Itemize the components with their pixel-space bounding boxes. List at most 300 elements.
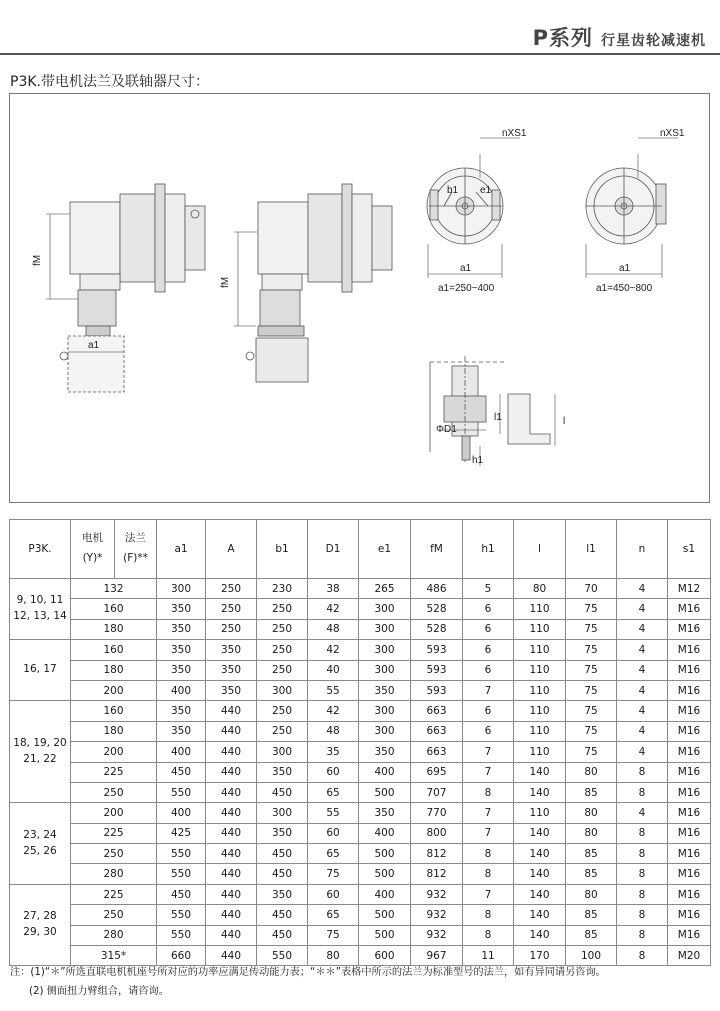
cell-fM: 528: [411, 619, 463, 639]
cell-l1: 75: [566, 721, 617, 741]
cell-fM: 486: [411, 579, 463, 599]
cell-fM: 593: [411, 640, 463, 660]
cell-l1: 75: [566, 640, 617, 660]
footnotes: [10, 963, 606, 1001]
cell-e1: 500: [359, 925, 411, 945]
cell-l1: 85: [566, 925, 617, 945]
cell-b1: 300: [257, 680, 308, 700]
a1-label-small: a1: [460, 263, 472, 274]
cell-D1: 55: [308, 803, 359, 823]
cell-s1: M16: [668, 721, 711, 741]
coupling-detail: [430, 356, 555, 466]
cell-a1: 300: [157, 579, 206, 599]
cell-a1: 400: [157, 742, 206, 762]
cell-D1: 60: [308, 762, 359, 782]
fm-label-1: fM: [32, 254, 43, 266]
l1-label: l1: [494, 412, 502, 423]
cell-A: 440: [206, 884, 257, 904]
cell-e1: 300: [359, 701, 411, 721]
cell-n: 4: [617, 742, 668, 762]
d1-label: ΦD1: [436, 424, 457, 435]
table-row: [10, 925, 711, 945]
cell-h1: 6: [463, 619, 514, 639]
cell-fM: 663: [411, 742, 463, 762]
cell-s1: M16: [668, 884, 711, 904]
cell-a1: 550: [157, 925, 206, 945]
table-row: [10, 701, 711, 721]
cell-fM: 707: [411, 782, 463, 802]
cell-n: 4: [617, 619, 668, 639]
cell-a1: 350: [157, 640, 206, 660]
cell-h1: 7: [463, 823, 514, 843]
cell-fM: 932: [411, 905, 463, 925]
cell-l: 140: [514, 762, 566, 782]
col-l: l: [514, 520, 566, 579]
col-flange-sub: (F)**: [123, 552, 148, 564]
cell-A: 440: [206, 925, 257, 945]
cell-l1: 85: [566, 864, 617, 884]
cell-n: 8: [617, 782, 668, 802]
table-row: [10, 905, 711, 925]
col-b1: b1: [257, 520, 308, 579]
cell-D1: 48: [308, 619, 359, 639]
cell-l1: 75: [566, 680, 617, 700]
cell-fM: 663: [411, 721, 463, 741]
cell-D1: 35: [308, 742, 359, 762]
cell-a1: 350: [157, 619, 206, 639]
cell-l: 140: [514, 925, 566, 945]
cell-motor: 200: [71, 680, 157, 700]
col-D1: D1: [308, 520, 359, 579]
cell-A: 250: [206, 579, 257, 599]
cell-l1: 100: [566, 946, 617, 966]
cell-A: 350: [206, 680, 257, 700]
cell-fM: 812: [411, 864, 463, 884]
cell-l1: 80: [566, 884, 617, 904]
cell-h1: 8: [463, 782, 514, 802]
cell-n: 8: [617, 823, 668, 843]
l-label: l: [563, 416, 566, 427]
cell-s1: M16: [668, 660, 711, 680]
cell-n: 8: [617, 925, 668, 945]
technical-drawing: [9, 93, 710, 503]
cell-a1: 425: [157, 823, 206, 843]
cell-e1: 600: [359, 946, 411, 966]
cell-h1: 7: [463, 742, 514, 762]
cell-a1: 550: [157, 905, 206, 925]
col-h1: h1: [463, 520, 514, 579]
cell-n: 4: [617, 599, 668, 619]
cell-A: 440: [206, 762, 257, 782]
range-small-label: a1=250~400: [438, 283, 495, 294]
cell-b1: 350: [257, 762, 308, 782]
cell-A: 440: [206, 742, 257, 762]
col-motor: [71, 520, 115, 579]
cell-l1: 70: [566, 579, 617, 599]
cell-b1: 250: [257, 619, 308, 639]
nxs1-label-small: nXS1: [502, 128, 527, 139]
cell-e1: 400: [359, 823, 411, 843]
col-flange: [115, 520, 157, 579]
cell-l: 140: [514, 884, 566, 904]
header-title: [533, 22, 706, 52]
nxs1-label-large: nXS1: [660, 128, 685, 139]
cell-A: 250: [206, 619, 257, 639]
cell-a1: 400: [157, 680, 206, 700]
cell-motor: 180: [71, 619, 157, 639]
col-a1: a1: [157, 520, 206, 579]
cell-fM: 967: [411, 946, 463, 966]
cell-e1: 300: [359, 619, 411, 639]
flange-view-large: [586, 138, 678, 278]
cell-motor: 160: [71, 701, 157, 721]
table-row: [10, 721, 711, 741]
cell-motor: 225: [71, 762, 157, 782]
cell-l1: 75: [566, 599, 617, 619]
cell-fM: 695: [411, 762, 463, 782]
group-label: 18, 19, 20 21, 22: [10, 701, 71, 803]
table-body: [10, 579, 711, 966]
cell-D1: 55: [308, 680, 359, 700]
cell-A: 350: [206, 660, 257, 680]
cell-a1: 450: [157, 762, 206, 782]
cell-fM: 770: [411, 803, 463, 823]
cell-b1: 450: [257, 925, 308, 945]
cell-l: 140: [514, 905, 566, 925]
cell-e1: 350: [359, 742, 411, 762]
cell-s1: M16: [668, 864, 711, 884]
cell-h1: 7: [463, 803, 514, 823]
table-row: [10, 660, 711, 680]
cell-e1: 300: [359, 721, 411, 741]
cell-a1: 350: [157, 599, 206, 619]
cell-h1: 6: [463, 721, 514, 741]
series-subtitle: 行星齿轮减速机: [601, 33, 706, 49]
cell-l: 110: [514, 680, 566, 700]
cell-s1: M16: [668, 782, 711, 802]
cell-b1: 350: [257, 823, 308, 843]
cell-motor: 180: [71, 721, 157, 741]
a1-label-large: a1: [619, 263, 631, 274]
cell-A: 440: [206, 782, 257, 802]
cell-motor: 200: [71, 742, 157, 762]
cell-e1: 500: [359, 782, 411, 802]
cell-l: 110: [514, 640, 566, 660]
cell-A: 440: [206, 844, 257, 864]
cell-A: 440: [206, 864, 257, 884]
table-row: [10, 742, 711, 762]
cell-l: 110: [514, 721, 566, 741]
cell-l1: 85: [566, 905, 617, 925]
cell-l: 110: [514, 803, 566, 823]
cell-s1: M16: [668, 619, 711, 639]
cell-a1: 550: [157, 844, 206, 864]
cell-n: 8: [617, 864, 668, 884]
cell-n: 4: [617, 660, 668, 680]
col-motor-sub: (Y)*: [82, 552, 103, 564]
cell-s1: M16: [668, 762, 711, 782]
cell-a1: 550: [157, 782, 206, 802]
header-divider: [0, 53, 720, 55]
cell-motor: 160: [71, 599, 157, 619]
series-title: P系列: [532, 26, 593, 50]
cell-l: 110: [514, 742, 566, 762]
range-large-label: a1=450~800: [596, 283, 653, 294]
table-header-row: [10, 520, 711, 579]
cell-b1: 250: [257, 721, 308, 741]
cell-h1: 7: [463, 680, 514, 700]
cell-a1: 660: [157, 946, 206, 966]
cell-D1: 65: [308, 844, 359, 864]
cell-l: 140: [514, 864, 566, 884]
cell-h1: 6: [463, 640, 514, 660]
cell-h1: 7: [463, 762, 514, 782]
cell-A: 440: [206, 803, 257, 823]
cell-n: 4: [617, 701, 668, 721]
cell-l: 110: [514, 599, 566, 619]
cell-n: 4: [617, 721, 668, 741]
cell-l1: 80: [566, 762, 617, 782]
cell-h1: 6: [463, 599, 514, 619]
col-flange-label: 法兰: [125, 532, 146, 545]
cell-fM: 593: [411, 680, 463, 700]
cell-D1: 42: [308, 640, 359, 660]
col-fM: fM: [411, 520, 463, 579]
a1-label-1: a1: [88, 340, 100, 351]
cell-l: 140: [514, 844, 566, 864]
table-row: [10, 599, 711, 619]
cell-motor: 225: [71, 823, 157, 843]
cell-fM: 812: [411, 844, 463, 864]
cell-fM: 800: [411, 823, 463, 843]
cell-n: 8: [617, 946, 668, 966]
cell-s1: M16: [668, 599, 711, 619]
cell-D1: 65: [308, 905, 359, 925]
cell-l: 110: [514, 701, 566, 721]
cell-b1: 230: [257, 579, 308, 599]
group-label: 27, 28 29, 30: [10, 884, 71, 966]
cell-motor: 200: [71, 803, 157, 823]
cell-n: 8: [617, 905, 668, 925]
cell-h1: 8: [463, 905, 514, 925]
cell-e1: 350: [359, 680, 411, 700]
cell-l: 140: [514, 823, 566, 843]
cell-motor: 225: [71, 884, 157, 904]
drawing-svg: [10, 94, 711, 504]
table-row: [10, 844, 711, 864]
cell-l1: 75: [566, 660, 617, 680]
cell-D1: 40: [308, 660, 359, 680]
cell-e1: 265: [359, 579, 411, 599]
cell-s1: M20: [668, 946, 711, 966]
cell-a1: 350: [157, 721, 206, 741]
cell-s1: M16: [668, 823, 711, 843]
cell-D1: 42: [308, 599, 359, 619]
cell-e1: 350: [359, 803, 411, 823]
col-s1: s1: [668, 520, 711, 579]
cell-D1: 65: [308, 782, 359, 802]
cell-h1: 8: [463, 864, 514, 884]
table-row: [10, 579, 711, 599]
cell-e1: 500: [359, 844, 411, 864]
table-row: [10, 640, 711, 660]
cell-n: 4: [617, 579, 668, 599]
cell-s1: M16: [668, 640, 711, 660]
cell-l: 80: [514, 579, 566, 599]
cell-n: 4: [617, 680, 668, 700]
b1-label-small: b1: [447, 185, 459, 196]
cell-b1: 450: [257, 905, 308, 925]
cell-h1: 8: [463, 925, 514, 945]
table-row: [10, 619, 711, 639]
cell-s1: M16: [668, 844, 711, 864]
cell-D1: 75: [308, 864, 359, 884]
cell-motor: 160: [71, 640, 157, 660]
cell-A: 440: [206, 823, 257, 843]
col-motor-label: 电机: [82, 532, 103, 545]
cell-l: 110: [514, 660, 566, 680]
cell-e1: 500: [359, 864, 411, 884]
table-row: [10, 680, 711, 700]
cell-a1: 350: [157, 701, 206, 721]
cell-b1: 250: [257, 701, 308, 721]
cell-a1: 400: [157, 803, 206, 823]
cell-n: 8: [617, 844, 668, 864]
cell-fM: 663: [411, 701, 463, 721]
cell-n: 4: [617, 640, 668, 660]
cell-b1: 450: [257, 864, 308, 884]
cell-e1: 300: [359, 599, 411, 619]
group-label: 23, 24 25, 26: [10, 803, 71, 885]
cell-a1: 450: [157, 884, 206, 904]
flange-view-small: [427, 138, 520, 278]
footnote-2: (2) 侧面扭力臂组合，请咨询。: [29, 986, 169, 997]
dimension-table: [9, 519, 711, 966]
cell-s1: M16: [668, 925, 711, 945]
cell-D1: 60: [308, 884, 359, 904]
cell-l1: 80: [566, 823, 617, 843]
group-label: 16, 17: [10, 640, 71, 701]
cell-s1: M12: [668, 579, 711, 599]
col-e1: e1: [359, 520, 411, 579]
table-row: [10, 803, 711, 823]
cell-b1: 300: [257, 803, 308, 823]
col-n: n: [617, 520, 668, 579]
cell-n: 8: [617, 884, 668, 904]
cell-A: 250: [206, 599, 257, 619]
col-p3k: P3K.: [10, 520, 71, 579]
table-row: [10, 884, 711, 904]
cell-D1: 48: [308, 721, 359, 741]
cell-fM: 932: [411, 884, 463, 904]
cell-fM: 593: [411, 660, 463, 680]
cell-l: 110: [514, 619, 566, 639]
cell-l1: 75: [566, 742, 617, 762]
cell-s1: M16: [668, 680, 711, 700]
footnote-1: 注：(1)“＊”所选直联电机机座号所对应的功率应满足传动能力表；“＊＊”表格中所示的法兰为标准型号的法兰，如有异同请另咨询。: [10, 967, 606, 978]
cell-b1: 250: [257, 640, 308, 660]
cell-l1: 75: [566, 701, 617, 721]
cell-h1: 7: [463, 884, 514, 904]
table-row: [10, 782, 711, 802]
cell-b1: 450: [257, 844, 308, 864]
cell-D1: 60: [308, 823, 359, 843]
cell-A: 440: [206, 905, 257, 925]
cell-h1: 5: [463, 579, 514, 599]
cell-motor: 280: [71, 864, 157, 884]
cell-l1: 75: [566, 619, 617, 639]
group-label: 9, 10, 11 12, 13, 14: [10, 579, 71, 640]
cell-e1: 300: [359, 640, 411, 660]
cell-h1: 11: [463, 946, 514, 966]
cell-n: 4: [617, 803, 668, 823]
cell-A: 440: [206, 721, 257, 741]
cell-a1: 350: [157, 660, 206, 680]
cell-l1: 85: [566, 782, 617, 802]
cell-s1: M16: [668, 742, 711, 762]
cell-motor: 315*: [71, 946, 157, 966]
cell-motor: 250: [71, 782, 157, 802]
gearbox-view-2: [234, 184, 392, 382]
table-row: [10, 864, 711, 884]
cell-h1: 6: [463, 701, 514, 721]
cell-motor: 250: [71, 905, 157, 925]
cell-s1: M16: [668, 803, 711, 823]
cell-D1: 42: [308, 701, 359, 721]
cell-l1: 80: [566, 803, 617, 823]
table-row: [10, 823, 711, 843]
cell-b1: 250: [257, 599, 308, 619]
cell-fM: 932: [411, 925, 463, 945]
cell-b1: 300: [257, 742, 308, 762]
fm-label-2: fM: [220, 276, 231, 288]
cell-b1: 550: [257, 946, 308, 966]
cell-A: 440: [206, 701, 257, 721]
cell-motor: 180: [71, 660, 157, 680]
cell-motor: 132: [71, 579, 157, 599]
cell-motor: 250: [71, 844, 157, 864]
cell-h1: 8: [463, 844, 514, 864]
cell-D1: 38: [308, 579, 359, 599]
col-l1: l1: [566, 520, 617, 579]
cell-b1: 450: [257, 782, 308, 802]
cell-e1: 400: [359, 762, 411, 782]
cell-l1: 85: [566, 844, 617, 864]
cell-e1: 400: [359, 884, 411, 904]
cell-fM: 528: [411, 599, 463, 619]
cell-l: 140: [514, 782, 566, 802]
cell-D1: 75: [308, 925, 359, 945]
cell-A: 440: [206, 946, 257, 966]
cell-e1: 500: [359, 905, 411, 925]
table-row: [10, 762, 711, 782]
cell-n: 8: [617, 762, 668, 782]
cell-e1: 300: [359, 660, 411, 680]
cell-s1: M16: [668, 701, 711, 721]
col-A: A: [206, 520, 257, 579]
section-title: P3K.带电机法兰及联轴器尺寸：: [10, 74, 209, 90]
h1-label: h1: [472, 455, 484, 466]
cell-motor: 280: [71, 925, 157, 945]
cell-D1: 80: [308, 946, 359, 966]
e1-label-small: e1: [480, 185, 492, 196]
cell-s1: M16: [668, 905, 711, 925]
cell-h1: 6: [463, 660, 514, 680]
cell-l: 170: [514, 946, 566, 966]
gearbox-view-1: [46, 184, 205, 392]
cell-a1: 550: [157, 864, 206, 884]
cell-b1: 250: [257, 660, 308, 680]
